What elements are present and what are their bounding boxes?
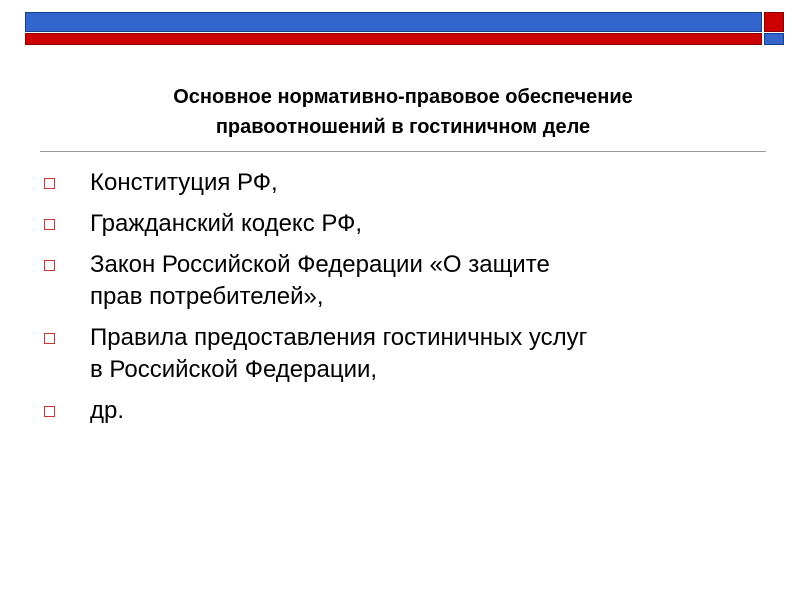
slide-title-line: Основное нормативно-правовое обеспечение xyxy=(173,86,633,108)
bullet-item xyxy=(40,167,766,199)
bullet-list xyxy=(40,167,766,436)
top-red-bar xyxy=(25,33,762,45)
square-bullet-icon xyxy=(44,406,55,417)
slide-title xyxy=(40,82,766,142)
square-bullet-icon xyxy=(44,219,55,230)
corner-blue-square xyxy=(764,33,784,45)
corner-red-square xyxy=(764,12,784,32)
bullet-text: Правила предоставления гостиничных услуг xyxy=(90,324,588,351)
bullet-text: Гражданский кодекс РФ, xyxy=(90,210,363,237)
title-divider xyxy=(40,151,766,152)
top-blue-bar xyxy=(25,12,762,32)
bullet-text: прав потребителей», xyxy=(90,283,324,310)
bullet-text: др. xyxy=(90,397,125,424)
bullet-text: в Российской Федерации, xyxy=(90,356,378,383)
square-bullet-icon xyxy=(44,178,55,189)
bullet-item xyxy=(40,322,766,386)
bullet-text: Конституция РФ, xyxy=(90,169,278,196)
bullet-text: Закон Российской Федерации «О защите xyxy=(90,251,550,278)
bullet-item xyxy=(40,395,766,427)
slide-title-line: правоотношений в гостиничном деле xyxy=(215,116,591,138)
square-bullet-icon xyxy=(44,333,55,344)
bullet-item xyxy=(40,208,766,240)
square-bullet-icon xyxy=(44,260,55,271)
bullet-item xyxy=(40,249,766,313)
